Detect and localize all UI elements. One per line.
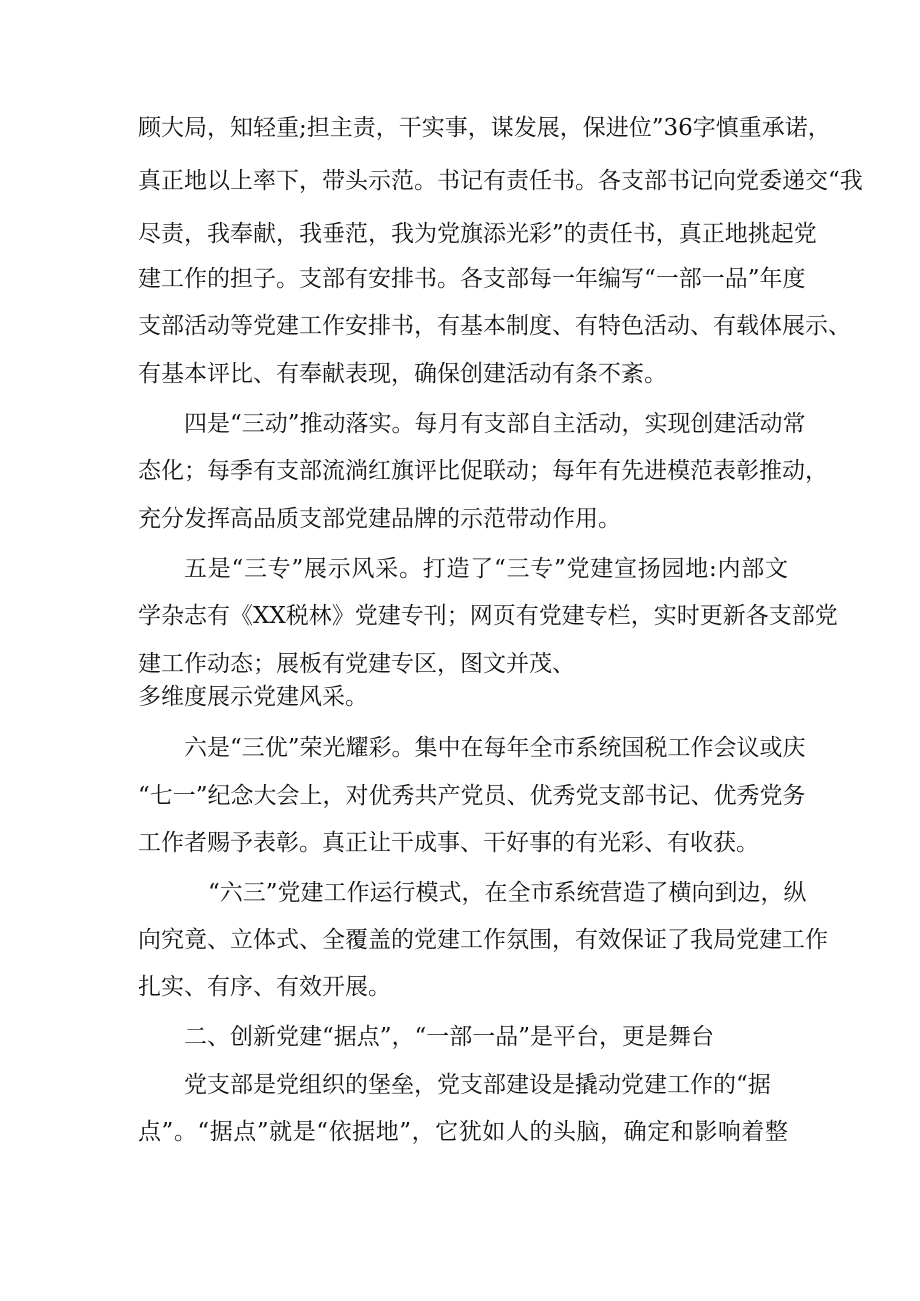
paragraph-6-line-1: 六是“三优”荣光耀彩。集中在每年全市系统国税工作会议或庆 — [184, 735, 806, 761]
text-line-2: 真正地以上率下，带头示范。书记有责任书。各支部书记向党委递交“我 — [138, 168, 863, 194]
paragraph-5-line-2: 学杂志有《XX税林》党建专刊；网页有党建专栏，实时更新各支部党 — [138, 603, 838, 629]
text-line-3: 尽责，我奉献，我垂范，我为党旗添光彩”的责任书，真正地挑起党 — [138, 221, 817, 247]
section-heading-2: 二、创新党建“据点”，“一部一品”是平台，更是舞台 — [184, 1024, 715, 1050]
summary-line-1: “六三”党建工作运行模式，在全市系统营造了横向到边，纵 — [208, 880, 807, 906]
text-line-4: 建工作的担子。支部有安排书。各支部每一年编写“一部一品”年度 — [138, 266, 806, 292]
paragraph-5-line-3: 建工作动态；展板有党建专区，图文并茂、 — [138, 651, 575, 677]
paragraph-5-line-4: 多维度展示党建风采。 — [138, 684, 368, 710]
paragraph-4-line-2: 态化；每季有支部流淌红旗评比促联动；每年有先进模范表彰推动， — [138, 458, 828, 484]
summary-line-3: 扎实、有序、有效开展。 — [138, 974, 391, 1000]
section-2-line-1: 党支部是党组织的堡垒，党支部建设是撬动党建工作的“据 — [184, 1072, 771, 1098]
summary-line-2: 向究竟、立体式、全覆盖的党建工作氛围，有效保证了我局党建工作 — [138, 927, 828, 953]
paragraph-6-line-2: “七一”纪念大会上，对优秀共产党员、优秀党支部书记、优秀党务 — [138, 783, 806, 809]
paragraph-5-line-1: 五是“三专”展示风采。打造了“三专”党建宣扬园地:内部文 — [184, 556, 788, 582]
paragraph-4-line-1: 四是“三动”推动落实。每月有支部自主活动，实现创建活动常 — [184, 411, 806, 437]
text-line-5: 支部活动等党建工作安排书，有基本制度、有特色活动、有载体展示、 — [138, 313, 851, 339]
text-line-1: 顾大局，知轻重;担主责，干实事，谋发展，保进位”36字慎重承诺， — [138, 115, 831, 141]
paragraph-6-line-3: 工作者赐予表彰。真正让干成事、干好事的有光彩、有收获。 — [138, 830, 759, 856]
section-2-line-2: 点”。“据点”就是“依据地”，它犹如人的头脑，确定和影响着整 — [138, 1119, 788, 1145]
paragraph-4-line-3: 充分发挥高品质支部党建品牌的示范带动作用。 — [138, 506, 621, 532]
text-line-6: 有基本评比、有奉献表现，确保创建活动有条不紊。 — [138, 361, 667, 387]
